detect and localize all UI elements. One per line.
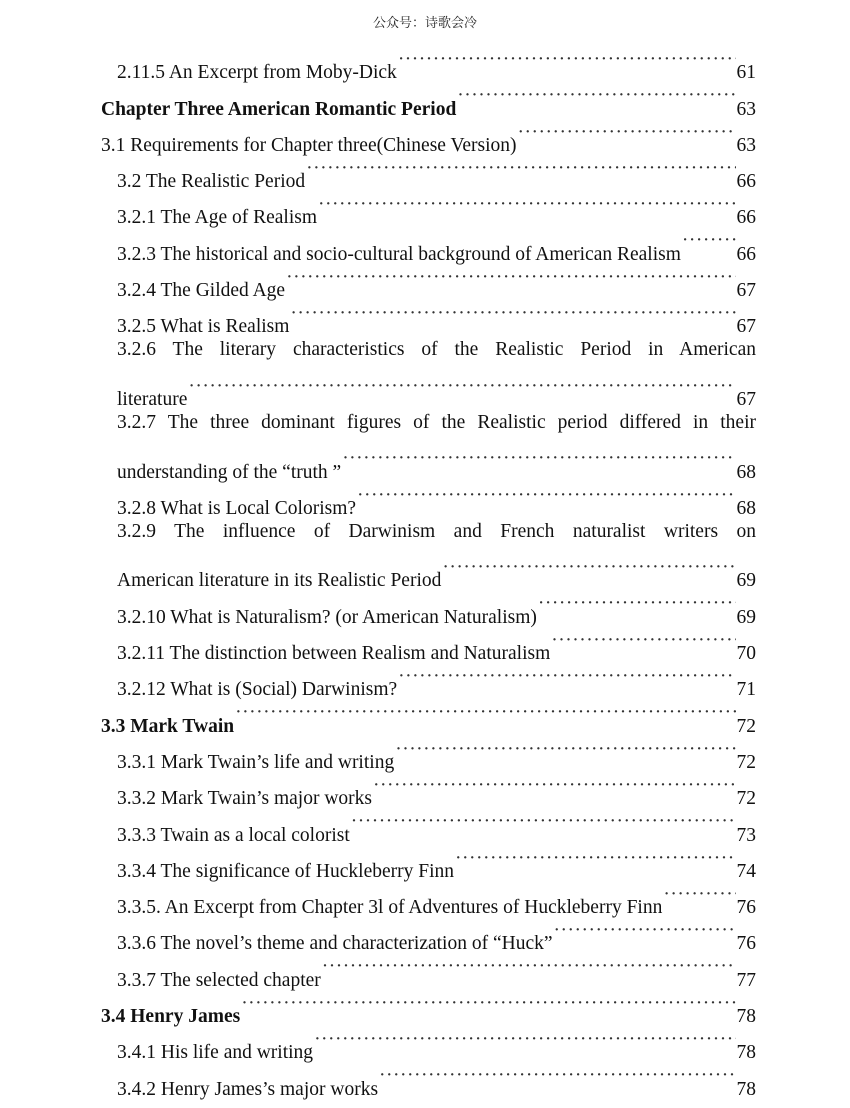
toc-entry-page-number: 76 [736,933,756,955]
dot-leader [398,659,735,695]
toc-entry[interactable] [0,441,850,483]
dot-leader [395,732,735,768]
toc-entry-page-number: 77 [736,969,756,991]
dot-leader [241,986,735,1022]
dot-leader [518,115,736,151]
toc-entry-page-number: 74 [736,860,756,882]
toc-entry-page-number: 72 [736,751,756,773]
toc-entry[interactable] [0,695,850,737]
toc-entry[interactable] [0,768,850,810]
toc-entry-page-number: 78 [736,1042,756,1064]
toc-entry-first-line[interactable] [0,514,850,550]
toc-entry-title: 3.3.3 Twain as a local colorist [117,824,350,846]
toc-entry-title: 3.2.5 What is Realism [117,316,290,338]
toc-entry-first-line[interactable] [0,405,850,441]
toc-entry-title: Chapter Three American Romantic Period [101,98,457,120]
toc-entry-title: American literature in its Realistic Period [117,570,442,592]
toc-entry-title: 3.4.2 Henry James’s major works [117,1078,379,1100]
toc-entry-page-number: 78 [736,1006,756,1028]
dot-leader [357,478,735,514]
dot-leader [663,877,735,913]
toc-entry-page-number: 73 [736,824,756,846]
toc-entry[interactable] [0,877,850,919]
toc-entry-page-number: 72 [736,788,756,810]
toc-entry[interactable] [0,42,850,84]
toc-entry[interactable] [0,949,850,991]
toc-entry-line [117,1058,756,1108]
toc-entry[interactable] [0,151,850,193]
toc-entry[interactable] [0,804,850,846]
toc-entry[interactable] [0,223,850,265]
toc-entry-page-number: 61 [736,62,756,84]
toc-entry[interactable] [0,115,850,156]
toc-entry-title: 3.2.3 The historical and socio-cultural background of American Realism [117,243,681,265]
toc-entry-page-number: 72 [736,715,756,737]
toc-entry[interactable] [0,586,850,628]
toc-entry-page-number: 69 [736,570,756,592]
dot-leader [398,42,736,78]
dot-leader [306,151,735,187]
dot-leader [379,1058,735,1094]
toc-entry-title: 3.2.12 What is (Social) Darwinism? [117,679,398,701]
toc-entry-title: 3.2.10 What is Naturalism? (or American Naturalism) [117,606,537,628]
toc-entry-title: 3.2.8 What is Local Colorism? [117,497,357,519]
dot-leader [457,78,735,114]
toc-entry-page-number: 68 [736,497,756,519]
table-of-contents [0,42,850,1100]
toc-entry-page-number: 68 [736,461,756,483]
dot-leader [322,949,736,985]
toc-entry-title: understanding of the “truth ” [117,461,342,483]
page-header: 公众号：诗歌会冷 [372,16,477,31]
dot-leader [351,804,736,840]
toc-entry[interactable] [0,623,850,665]
toc-entry-first-line[interactable] [0,332,850,368]
toc-entry-page-number: 66 [736,207,756,229]
toc-entry[interactable] [0,659,850,701]
dot-leader [342,441,735,477]
toc-entry-page-number: 70 [736,643,756,665]
dot-leader [188,369,735,405]
dot-leader [373,768,736,804]
toc-entry-title: 3.3.1 Mark Twain’s life and writing [117,751,395,773]
toc-entry-page-number: 63 [736,134,756,156]
toc-entry-page-number: 67 [736,280,756,302]
toc-entry[interactable] [0,732,850,773]
toc-entry[interactable] [0,986,850,1028]
toc-entry-page-number: 66 [736,243,756,265]
toc-entry-page-number: 67 [736,388,756,410]
toc-entry-page-number: 66 [736,171,756,193]
toc-entry-title: 3.4 Henry James [101,1006,241,1028]
toc-entry[interactable] [0,296,850,338]
toc-entry-title: 3.2.11 The distinction between Realism and Naturalism [117,643,551,665]
toc-entry-title: 3.1 Requirements for Chapter three(Chinese Version) [101,134,517,156]
toc-entry-title: 3.4.1 His life and writing [117,1042,314,1064]
dot-leader [442,550,735,586]
toc-entry-title: 3.2 The Realistic Period [117,171,306,193]
toc-entry-title: 3.3.5. An Excerpt from Chapter 3l of Adventures of Huckleberry Finn [117,897,663,919]
toc-entry-title: 3.3.2 Mark Twain’s major works [117,788,372,810]
toc-entry-title: 3.2.4 The Gilded Age [117,280,286,302]
dot-leader [551,623,735,659]
dot-leader [682,223,736,259]
toc-entry-page-number: 67 [736,316,756,338]
dot-leader [554,913,736,949]
toc-entry[interactable] [0,841,850,882]
toc-entry[interactable] [0,78,850,120]
dot-leader [455,841,735,877]
toc-entry-title: 3.3.6 The novel’s theme and characterization of “Huck” [117,933,553,955]
dot-leader [314,1022,735,1058]
toc-entry[interactable] [0,1022,850,1064]
dot-leader [318,187,735,223]
toc-entry[interactable] [0,913,850,955]
toc-entry[interactable] [0,187,850,229]
dot-leader [290,296,735,332]
toc-entry-title: 2.11.5 An Excerpt from Moby-Dick [117,62,397,84]
toc-entry[interactable] [0,1058,850,1100]
toc-entry-page-number: 69 [736,606,756,628]
toc-entry-page-number: 71 [736,679,756,701]
toc-entry-title: 3.3.4 The significance of Huckleberry Finn [117,860,455,882]
dot-leader [286,260,735,296]
dot-leader [235,695,735,731]
toc-entry-title: literature [117,388,188,410]
toc-entry-text: 3.2.9 The influence of Darwinism and French naturalist writers on [117,520,756,542]
toc-entry-title: 3.2.1 The Age of Realism [117,207,318,229]
toc-entry-title: 3.3.7 The selected chapter [117,969,321,991]
toc-entry-page-number: 78 [736,1078,756,1100]
toc-entry[interactable] [0,369,850,410]
toc-entry-text: 3.2.6 The literary characteristics of the Realistic Period in American [117,339,756,361]
toc-entry-page-number: 76 [736,897,756,919]
toc-entry-page-number: 63 [736,98,756,120]
toc-entry[interactable] [0,260,850,302]
dot-leader [538,586,736,622]
toc-entry-text: 3.2.7 The three dominant figures of the Realistic period differed in their [117,411,756,433]
toc-entry-title: 3.3 Mark Twain [101,715,235,737]
toc-entry[interactable] [0,550,850,592]
toc-entry[interactable] [0,478,850,519]
